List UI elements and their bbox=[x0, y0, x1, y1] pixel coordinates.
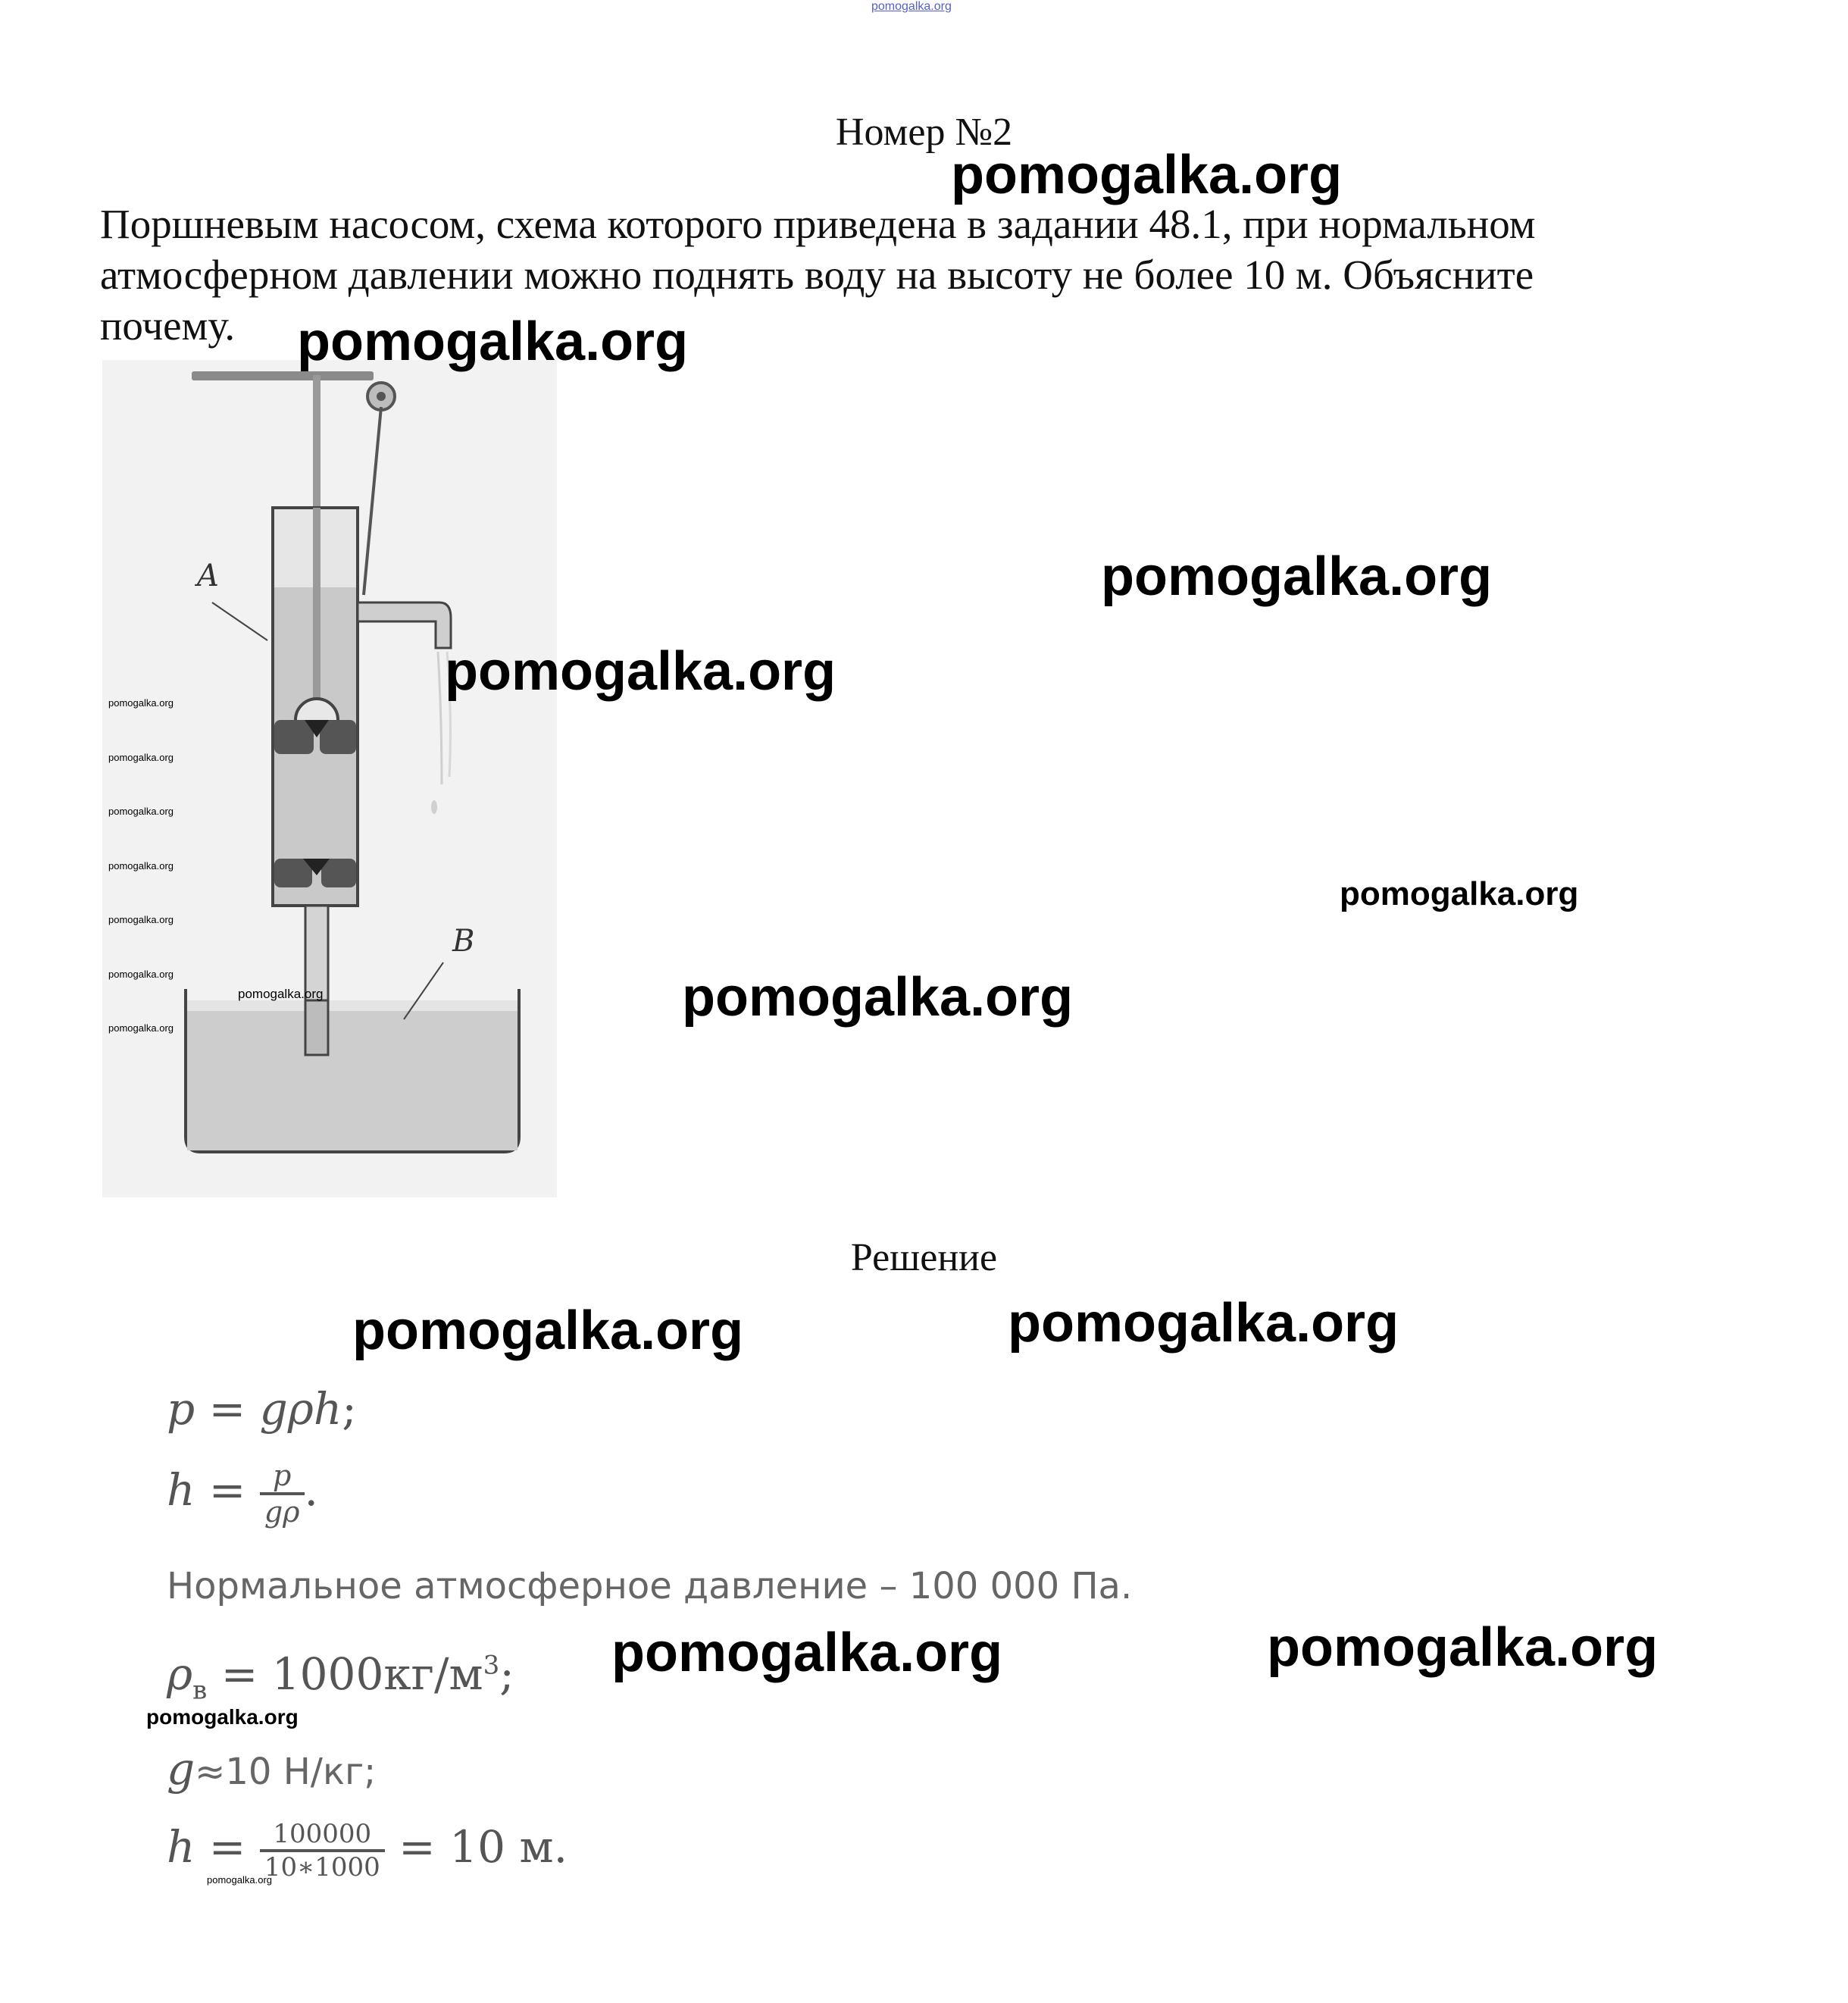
upper-piston-left bbox=[274, 720, 314, 754]
formula-height: h = $\frac{p}{g\rho}$ . bbox=[167, 1459, 318, 1529]
problem-line: Поршневым насосом, схема которого приведена в задании 48.1, при нормальном bbox=[100, 201, 1536, 247]
watermark: pomogalka.org bbox=[108, 697, 174, 709]
watermark: pomogalka.org bbox=[108, 752, 174, 763]
pump-illustration bbox=[102, 360, 557, 1197]
watermark: pomogalka.org bbox=[108, 860, 174, 872]
label-a-leader bbox=[212, 602, 267, 640]
top-site-link[interactable]: pomogalka.org bbox=[871, 0, 952, 13]
formula-result: h = $\frac{100000}{10∗1000}$ = 10 м. bbox=[167, 1819, 568, 1883]
page-title: Номер №2 bbox=[835, 111, 1013, 154]
pivot-rod bbox=[364, 407, 381, 595]
watermark: pomogalka.org bbox=[611, 1623, 1003, 1683]
water-stream bbox=[438, 652, 442, 784]
watermark: pomogalka.org bbox=[108, 914, 174, 925]
watermark: pomogalka.org bbox=[682, 967, 1074, 1028]
watermark: pomogalka.org bbox=[1101, 546, 1493, 607]
watermark: pomogalka.org bbox=[445, 641, 836, 702]
fraction: $\frac{p}{g\rho}$ bbox=[260, 1459, 305, 1529]
watermark: pomogalka.org bbox=[108, 1022, 174, 1034]
watermark: pomogalka.org bbox=[108, 969, 174, 980]
formula-pressure: p = gρh; bbox=[167, 1383, 357, 1435]
problem-line: почему. bbox=[100, 302, 236, 349]
formula-density: $\rho_в = 1000кг/м^3$; bbox=[167, 1648, 514, 1706]
watermark: pomogalka.org bbox=[1340, 875, 1579, 912]
formula-gravity: g≈10 Н/кг; bbox=[167, 1743, 377, 1795]
tank-water bbox=[187, 1010, 518, 1150]
watermark: pomogalka.org bbox=[146, 1705, 299, 1729]
atm-pressure-text: Нормальное атмосферное давление – 100 000 Па. bbox=[167, 1565, 1133, 1607]
problem-line: атмосферном давлении можно поднять воду на высоту не более 10 м. Объясните bbox=[100, 252, 1534, 298]
watermark: pomogalka.org bbox=[1267, 1617, 1659, 1678]
watermark: pomogalka.org bbox=[297, 311, 689, 372]
watermark: pomogalka.org bbox=[238, 987, 324, 1001]
label-b: B bbox=[452, 924, 475, 959]
watermark: pomogalka.org bbox=[1008, 1293, 1399, 1354]
pump-diagram bbox=[102, 360, 557, 1197]
watermark: pomogalka.org bbox=[951, 145, 1343, 205]
watermark: pomogalka.org bbox=[207, 1874, 272, 1886]
watermark: pomogalka.org bbox=[352, 1300, 744, 1361]
watermark: pomogalka.org bbox=[108, 806, 174, 817]
lower-valve-left bbox=[274, 859, 312, 887]
label-a: A bbox=[197, 559, 219, 593]
solution-title: Решение bbox=[850, 1236, 998, 1279]
pump-spout bbox=[358, 602, 451, 648]
lower-valve-right bbox=[321, 859, 356, 887]
fraction: $\frac{100000}{10∗1000}$ bbox=[260, 1819, 385, 1883]
